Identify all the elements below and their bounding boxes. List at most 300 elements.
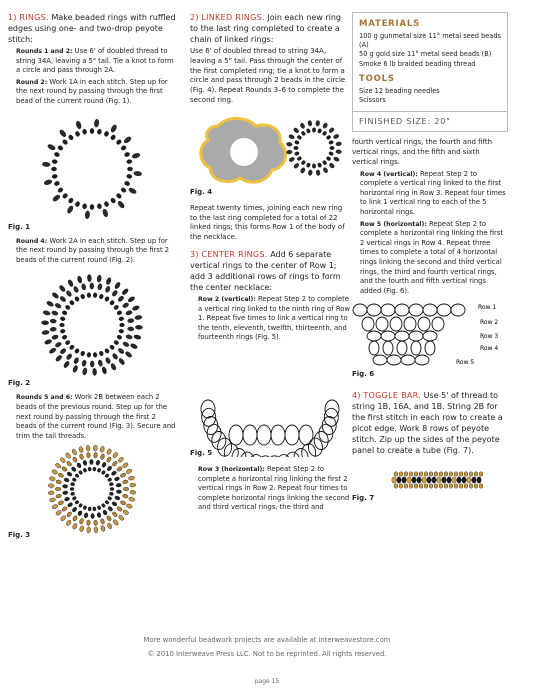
- bead: [55, 463, 62, 470]
- bead: [90, 283, 94, 289]
- fig1-label: Fig. 1: [8, 222, 31, 231]
- bead: [86, 445, 90, 451]
- round-4: Round 4: Work 2A in each stitch. Step up for the next round by passing through the first 2 beads of the current round (Fig. 2).: [16, 236, 170, 264]
- bead: [65, 452, 72, 459]
- fig3-label: Fig. 3: [8, 531, 31, 540]
- bead: [68, 197, 74, 204]
- bead: [106, 277, 112, 285]
- bead: [94, 520, 98, 526]
- bead: [51, 292, 59, 300]
- ring: [277, 455, 291, 457]
- bead: [116, 466, 123, 472]
- bead: [77, 276, 83, 284]
- bead: [102, 208, 109, 217]
- bead: [49, 476, 56, 481]
- bead: [110, 134, 116, 141]
- fig5-label: Fig. 5: [190, 448, 213, 457]
- bead: [120, 500, 127, 506]
- bead: [434, 472, 438, 476]
- row-label: Row 4: [480, 345, 499, 353]
- linked-rings-heading: 2) LINKED RINGS. Join each new ring to the last ring completed to create a chain of linked rings:: [190, 13, 342, 44]
- ring: [353, 304, 367, 316]
- bead: [69, 300, 75, 306]
- bead: [122, 341, 130, 348]
- bead: [87, 275, 91, 282]
- bead: [81, 360, 86, 367]
- bead: [106, 457, 112, 464]
- bead: [109, 345, 115, 351]
- bead: [120, 187, 127, 193]
- ring: [423, 304, 437, 316]
- figure-6: [352, 298, 508, 378]
- bead: [94, 453, 98, 459]
- bead: [87, 293, 91, 298]
- material-item: Smoke 6 lb braided beading thread: [359, 59, 476, 68]
- bead: [102, 510, 108, 516]
- bead: [464, 472, 468, 476]
- bead: [94, 119, 99, 127]
- bead: [127, 319, 134, 324]
- ring: [390, 317, 402, 331]
- bead: [407, 477, 411, 483]
- bead: [72, 365, 78, 373]
- bead: [93, 445, 97, 451]
- bead: [294, 140, 299, 145]
- ring: [201, 400, 215, 418]
- bead: [101, 367, 107, 375]
- bead: [97, 275, 102, 283]
- bead: [126, 503, 133, 509]
- bead: [51, 335, 58, 341]
- bead: [392, 477, 396, 483]
- bead: [472, 477, 476, 483]
- footer-copyright: © 2010 Interweave Press LLC. Not to be reprinted. All rights reserved.: [147, 650, 387, 658]
- bead: [55, 488, 61, 492]
- figure-1: [8, 109, 176, 231]
- bead: [79, 518, 84, 524]
- bead: [474, 472, 478, 476]
- bead: [300, 167, 306, 174]
- fig6-rows-diagram: [352, 298, 508, 378]
- bead: [336, 149, 342, 154]
- bead: [439, 472, 443, 476]
- bead: [82, 203, 87, 209]
- bead: [288, 134, 295, 140]
- bead: [58, 285, 66, 293]
- bead: [70, 482, 75, 486]
- bead: [51, 469, 58, 475]
- bead: [308, 120, 313, 126]
- bead: [66, 461, 72, 468]
- bead: [326, 156, 332, 161]
- bead: [86, 520, 90, 526]
- bead: [417, 477, 421, 483]
- fig2-ring-diagram: [8, 267, 176, 387]
- bead: [65, 290, 72, 298]
- bead: [54, 151, 60, 157]
- row-2-vertical: Row 2 (vertical): Repeat Step 2 to complete a vertical ring linked to the ninth ring of Row 1. Repeat five times to link a vertical ring to the tenth, eleventh, twelfth, thirteenth, and fourteenth rings (Fig. 5).: [198, 294, 350, 342]
- bead: [61, 466, 68, 472]
- bead: [111, 501, 117, 507]
- bead: [65, 340, 71, 346]
- bead: [82, 128, 87, 134]
- bead: [51, 311, 58, 317]
- bead: [56, 480, 62, 485]
- bead: [419, 484, 423, 488]
- bead: [122, 480, 128, 485]
- bead: [60, 515, 67, 522]
- bead: [125, 351, 133, 359]
- ring: [423, 331, 437, 341]
- bead: [414, 484, 418, 488]
- ring: [409, 331, 423, 341]
- bead: [125, 310, 132, 316]
- bead: [72, 478, 77, 483]
- ring: [409, 304, 423, 316]
- bead: [62, 310, 68, 315]
- bead: [121, 288, 129, 296]
- ring: [415, 355, 429, 365]
- bead: [322, 122, 328, 129]
- bead: [409, 484, 413, 488]
- figure-5: [190, 345, 350, 457]
- ring: [373, 355, 387, 365]
- bead: [88, 467, 92, 471]
- bead: [399, 484, 403, 488]
- bead: [124, 180, 130, 186]
- bead: [71, 507, 77, 513]
- bead: [101, 470, 106, 475]
- bead: [315, 120, 320, 126]
- bead: [71, 466, 77, 472]
- bead: [120, 144, 127, 150]
- row-label: Row 2: [480, 319, 499, 327]
- page-number: page 15: [254, 678, 280, 685]
- ring: [387, 355, 401, 365]
- fig4-linked-rings-diagram: [190, 108, 350, 196]
- bead: [74, 348, 80, 354]
- bead: [333, 156, 340, 162]
- ring: [425, 341, 435, 355]
- bead: [293, 162, 300, 169]
- figure-4: [190, 108, 350, 196]
- bead: [412, 477, 416, 483]
- bead: [66, 353, 73, 361]
- bead: [104, 296, 110, 302]
- bead: [116, 138, 123, 145]
- bead: [110, 488, 114, 491]
- bead: [132, 305, 140, 311]
- bead: [86, 453, 90, 459]
- row-4-vertical: Row 4 (vertical): Repeat Step 2 to complete a vertical ring linked to the first horizontal ring in Row 3. Repeat four times to link 1 vertical ring to each of the 5 horizontal rings.: [360, 169, 506, 216]
- bead: [128, 187, 137, 195]
- bead: [107, 496, 112, 501]
- bead: [286, 142, 292, 147]
- bead: [404, 484, 408, 488]
- material-item: 100 g gunmetal size 11° metal seed beads (A): [359, 32, 501, 50]
- bead: [109, 482, 114, 486]
- bead: [79, 526, 84, 533]
- bead: [116, 506, 123, 512]
- bead: [457, 477, 461, 483]
- bead: [424, 484, 428, 488]
- bead: [51, 167, 56, 171]
- bead: [105, 357, 111, 364]
- bead: [293, 127, 300, 134]
- bead: [62, 138, 69, 145]
- bead: [454, 472, 458, 476]
- ring: [249, 455, 263, 457]
- bead: [85, 210, 90, 218]
- materials-title: MATERIALS: [359, 19, 421, 29]
- bead: [297, 135, 303, 140]
- row-5-horizontal: Row 5 (horizontal): Repeat Step 2 to complete a horizontal ring linking the first 2 vertical rings in Row 4. Repeat three times to complete a total of 4 horizontal rings linking the second and third vertical rings, the third and fourth vertical rings, and the fourth and fifth vertical rings added (Fig. 6).: [360, 219, 504, 295]
- bead: [128, 476, 135, 481]
- bead: [97, 506, 101, 511]
- bead: [100, 454, 105, 460]
- bead: [90, 128, 94, 133]
- bead: [63, 361, 70, 369]
- bead: [422, 477, 426, 483]
- rounds-5-6: Rounds 5 and 6: Work 2B between each 2 beads of the previous round. Step up for the next round by passing through the first 2 beads of the current round (Fig. 3). Secure and trim the tail threads.: [16, 393, 176, 440]
- round-2: Round 2: Work 1A in each stitch. Step up for the next round by passing through the first bead of the current round (Fig. 1).: [16, 77, 168, 105]
- bead: [74, 296, 80, 302]
- bead: [60, 323, 65, 327]
- material-item: 50 g gold size 11° metal seed beads (B): [359, 50, 492, 59]
- bead: [133, 335, 141, 341]
- bead: [116, 310, 122, 315]
- bead: [65, 520, 72, 527]
- bead: [117, 296, 124, 303]
- bead: [106, 515, 112, 522]
- bead: [74, 473, 79, 478]
- bead: [110, 123, 118, 132]
- ring: [383, 341, 393, 355]
- bead: [317, 128, 322, 133]
- bead: [100, 525, 105, 532]
- bead: [48, 491, 54, 495]
- bead: [93, 507, 97, 511]
- bead: [414, 472, 418, 476]
- bead: [432, 477, 436, 483]
- bead: [114, 496, 120, 501]
- ring: [451, 304, 465, 316]
- bead: [98, 360, 103, 367]
- bead: [123, 135, 132, 143]
- bead: [72, 515, 78, 522]
- bead: [100, 446, 105, 453]
- bead: [474, 484, 478, 488]
- bead: [394, 472, 398, 476]
- bead: [74, 500, 79, 505]
- bead: [469, 472, 473, 476]
- bead: [47, 143, 56, 151]
- bead: [59, 348, 66, 355]
- bead: [424, 472, 428, 476]
- row-label: Row 1: [478, 304, 497, 312]
- bead: [306, 162, 311, 167]
- fig1-ring-diagram: [8, 109, 176, 231]
- bead: [125, 469, 132, 475]
- bead: [434, 484, 438, 488]
- bead: [92, 369, 96, 376]
- bead: [328, 162, 335, 169]
- bead: [96, 460, 101, 466]
- bead: [117, 457, 124, 464]
- bead: [107, 506, 113, 512]
- bead: [135, 325, 142, 329]
- bead: [288, 156, 295, 162]
- bead: [462, 477, 466, 483]
- bead: [65, 305, 71, 311]
- bead: [97, 128, 102, 134]
- bead: [300, 122, 306, 129]
- bead: [125, 334, 132, 340]
- ring: [325, 400, 339, 418]
- bead: [399, 472, 403, 476]
- bead: [75, 130, 81, 136]
- bead: [306, 128, 311, 133]
- ring: [411, 341, 421, 355]
- bead: [66, 511, 72, 518]
- bead: [477, 477, 481, 483]
- bead: [55, 510, 62, 517]
- bead: [105, 286, 111, 293]
- bead: [333, 133, 340, 139]
- bead: [81, 284, 86, 291]
- bead: [437, 477, 441, 483]
- bead: [52, 159, 58, 164]
- bead: [479, 472, 483, 476]
- bead: [322, 130, 327, 136]
- ring: [418, 317, 430, 331]
- bead: [72, 457, 78, 464]
- bead: [67, 279, 74, 287]
- bead: [120, 323, 125, 327]
- bead: [112, 511, 118, 518]
- ring: [362, 317, 374, 331]
- bead: [83, 460, 88, 466]
- linked-rings-repeat: Repeat twenty times, joining each new ring to the last ring completed for a total of 22 linked rings; this forms Row 1 of the body of the necklace.: [190, 203, 345, 242]
- figure-2: [8, 267, 176, 387]
- bead: [94, 527, 98, 533]
- tool-item: Size 12 beading needles: [359, 86, 440, 95]
- bead: [42, 161, 50, 166]
- bead: [107, 478, 112, 483]
- bead: [66, 204, 74, 213]
- bead: [97, 468, 101, 473]
- finished-size: FINISHED SIZE: 20": [352, 112, 508, 132]
- bead: [123, 488, 129, 492]
- bead: [479, 484, 483, 488]
- bead: [130, 343, 138, 350]
- bead: [330, 146, 334, 149]
- bead: [43, 310, 51, 316]
- bead: [404, 472, 408, 476]
- bead: [104, 500, 109, 505]
- footer-link-line: More wonderful beadwork projects are available at interweavestore.com: [143, 636, 391, 644]
- bead: [104, 348, 110, 354]
- bead: [110, 197, 116, 204]
- ring: [367, 331, 381, 341]
- fig6-label: Fig. 6: [352, 370, 375, 379]
- bead: [312, 128, 315, 132]
- ring: [395, 331, 409, 341]
- bead: [113, 519, 120, 526]
- bead: [88, 507, 92, 511]
- bead: [130, 483, 136, 487]
- row-3-horizontal: Row 3 (horizontal): Repeat Step 2 to complete a horizontal ring linking the first 2 vertical rings in Row 2. Repeat four times to complete horizontal rings linking the second and third vertical rings, the third and: [198, 464, 350, 512]
- toggle-bar-heading: 4) TOGGLE BAR. Use 5' of thread to string 1B, 16A, and 1B. String 2B for the first stitch in each row to create a picot edge. Work 8 rows of peyote stitch. Zip up the sides of the peyote panel to create a tube (Fig. 7).: [352, 391, 503, 456]
- bead: [70, 492, 75, 496]
- bead: [59, 128, 67, 137]
- bead: [84, 513, 89, 519]
- bead: [301, 160, 306, 166]
- bead: [402, 477, 406, 483]
- bead: [308, 169, 313, 175]
- bead: [101, 503, 106, 508]
- bead: [99, 294, 104, 300]
- bead: [104, 200, 110, 206]
- ring: [395, 304, 409, 316]
- bead: [135, 315, 143, 320]
- bead: [110, 363, 117, 371]
- bead: [62, 192, 69, 199]
- bead: [50, 319, 57, 324]
- bead: [78, 503, 83, 508]
- ring: [271, 425, 285, 445]
- bead: [316, 169, 321, 175]
- bead: [72, 523, 78, 530]
- bead: [49, 498, 56, 503]
- bead: [119, 329, 124, 334]
- bead: [41, 321, 48, 325]
- bead: [439, 484, 443, 488]
- bead: [87, 353, 91, 358]
- column-2: [190, 12, 350, 515]
- bead: [100, 518, 105, 524]
- bead: [120, 473, 127, 479]
- bead: [119, 317, 124, 322]
- ring: [432, 317, 444, 331]
- bead: [109, 300, 115, 306]
- bead: [449, 472, 453, 476]
- linked-rings-text: Use 6' of doubled thread to string 34A, leaving a 5" tail. Pass through the center of the first completed ring; tie a knot to form a circle and pass through 2 beads in the circle (Fig. 4). Repeat Rounds 3–6 to complete the second ring.: [190, 47, 346, 104]
- bead: [97, 512, 102, 518]
- bead: [93, 353, 97, 358]
- bead: [93, 467, 97, 471]
- bead: [76, 463, 82, 469]
- fig3-ring-diagram: [8, 443, 176, 539]
- bead: [294, 151, 299, 156]
- bead: [111, 471, 117, 477]
- bead: [122, 509, 129, 516]
- bead: [79, 454, 84, 460]
- ring: [229, 425, 243, 445]
- bead: [464, 484, 468, 488]
- bead: [62, 485, 68, 489]
- bead: [297, 156, 303, 161]
- bead: [72, 496, 77, 501]
- bead: [58, 473, 65, 479]
- bead: [66, 471, 72, 477]
- bead: [326, 135, 332, 140]
- bead: [107, 523, 113, 530]
- bead: [104, 130, 110, 136]
- bead: [322, 160, 327, 166]
- bead: [122, 302, 130, 309]
- bead: [71, 449, 77, 456]
